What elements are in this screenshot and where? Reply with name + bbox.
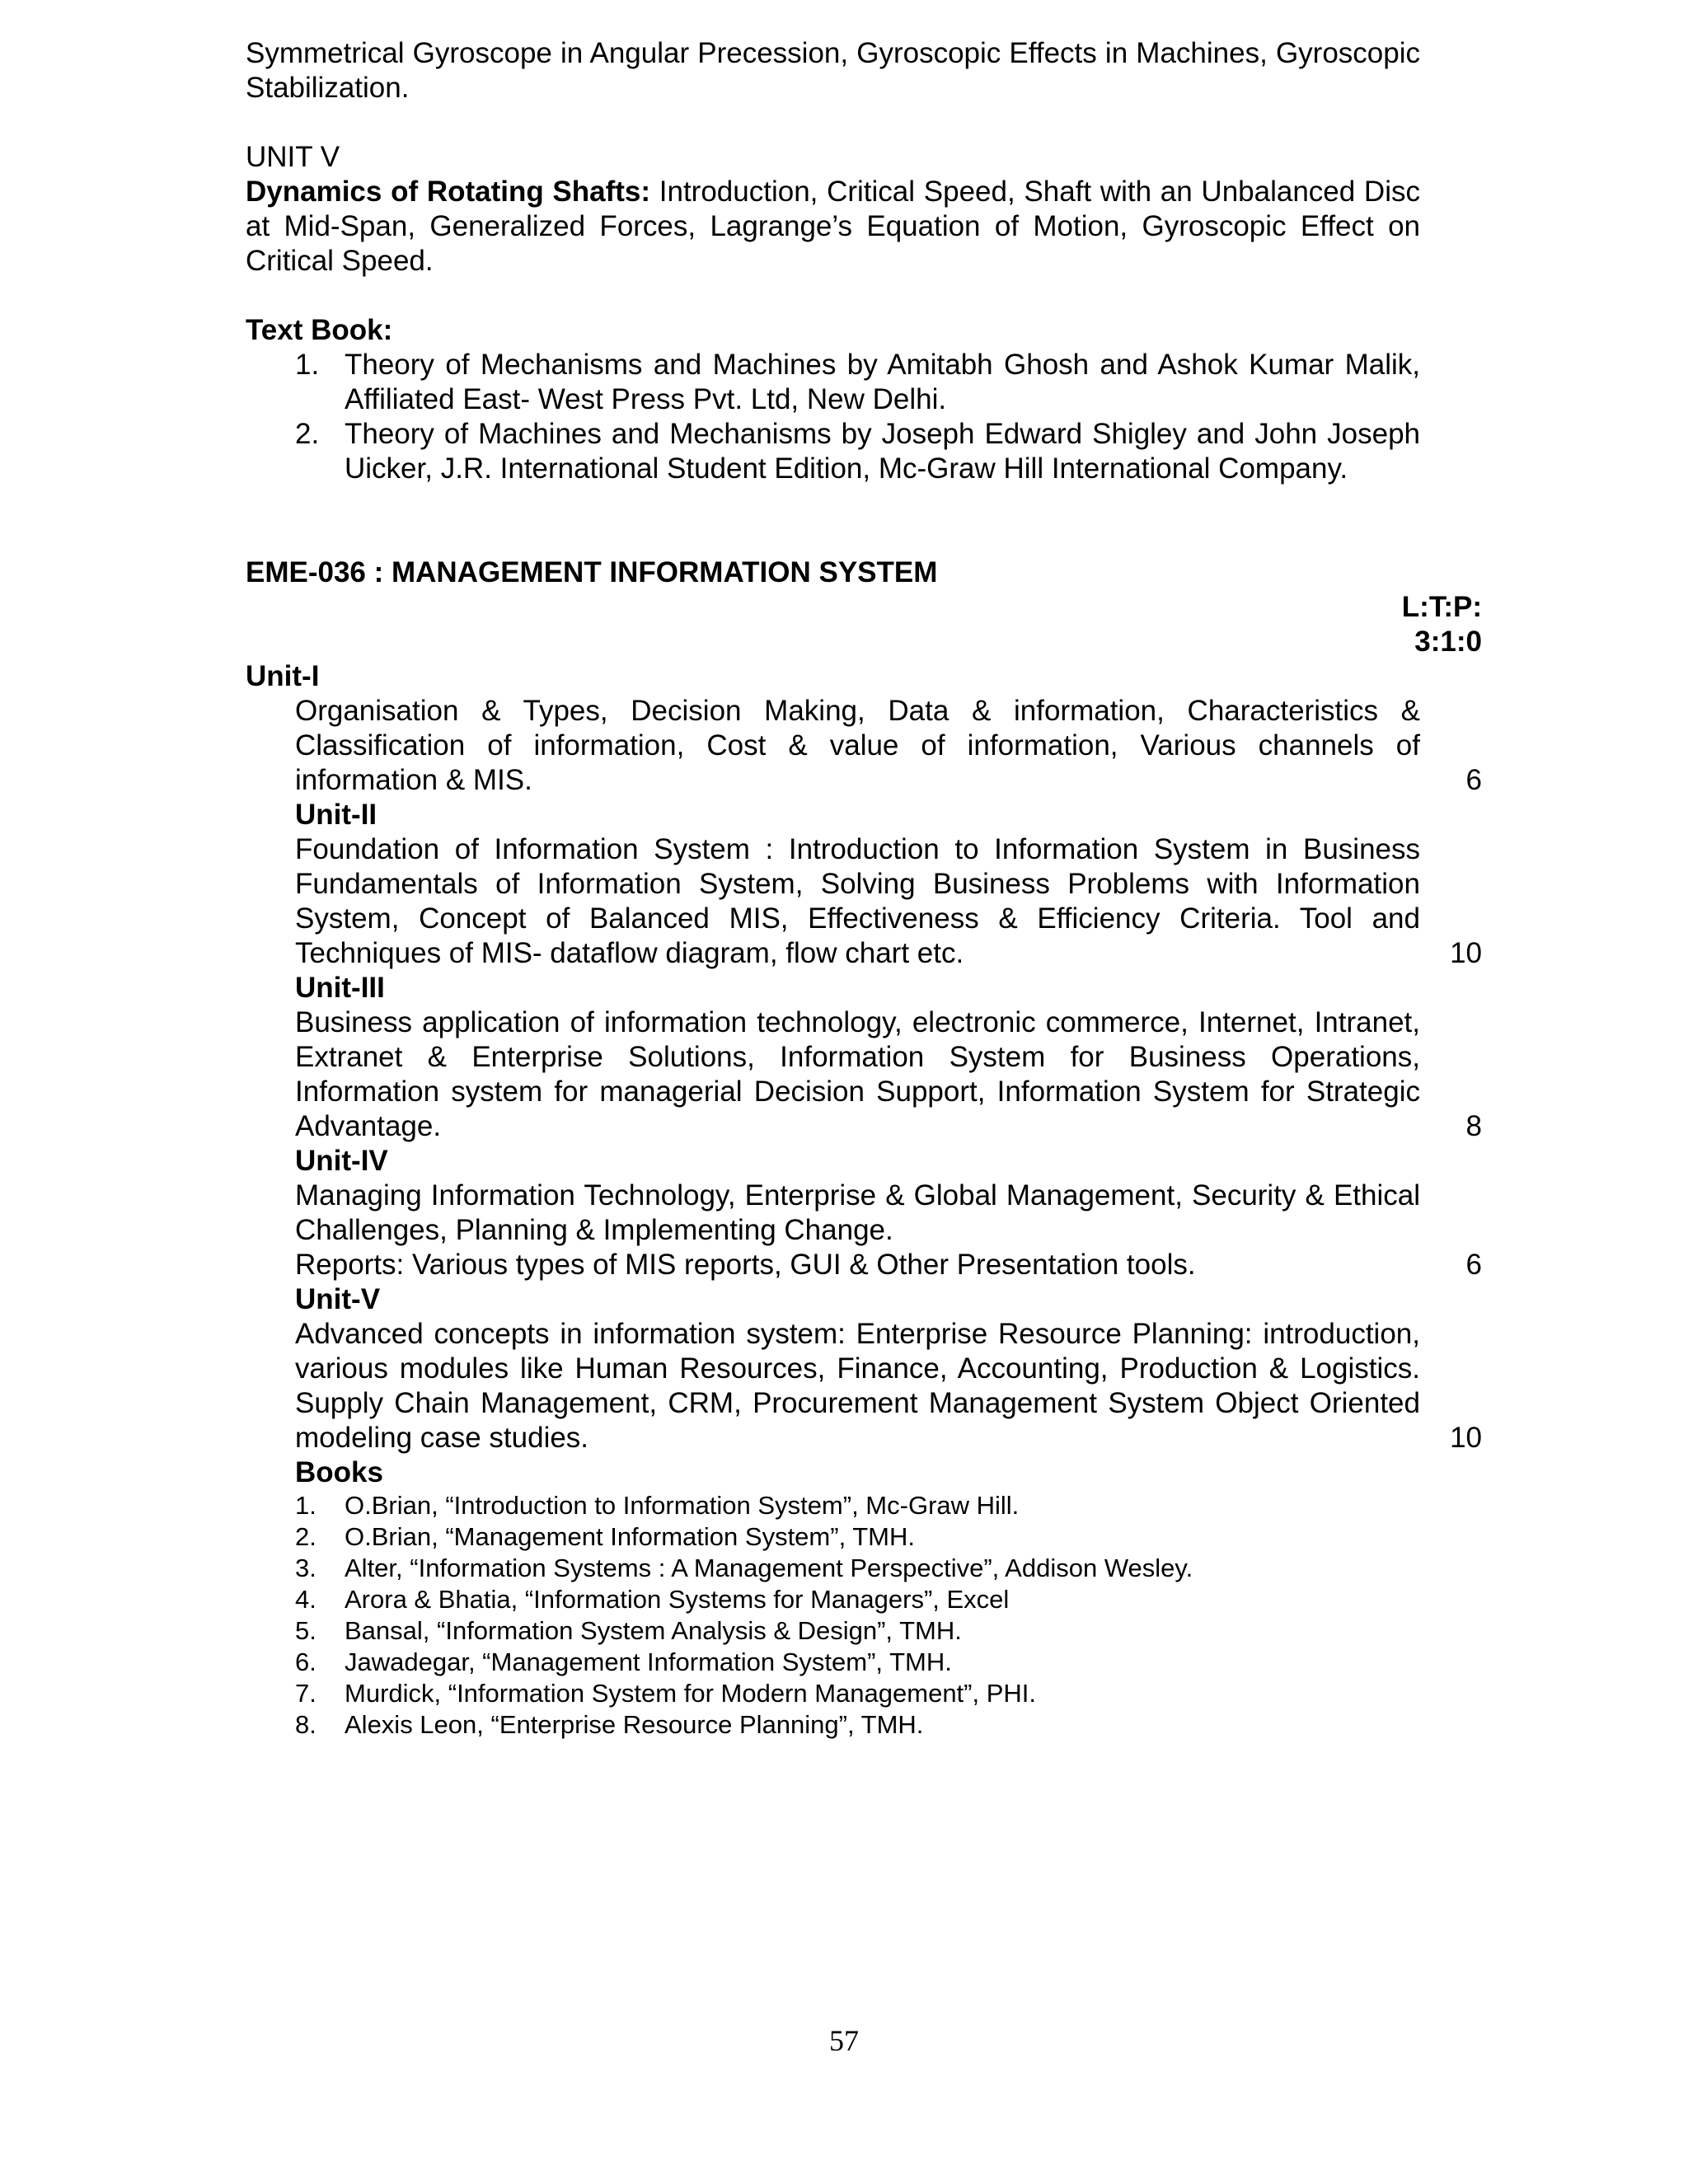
gyroscope-paragraph: Symmetrical Gyroscope in Angular Precession, Gyroscopic Effects in Machines, Gyroscopic Stabilization. bbox=[246, 37, 1420, 104]
unit-3-hours: 8 bbox=[1465, 1110, 1482, 1142]
textbook-heading: Text Book: bbox=[246, 314, 393, 346]
book-number: 4. bbox=[295, 1585, 316, 1614]
textbook-text: Theory of Mechanisms and Machines by Amitabh Ghosh and Ashok Kumar Malik, Affiliated East- West Press Pvt. Ltd, New Delhi. bbox=[345, 349, 1420, 415]
unit-5-text: Advanced concepts in information system: Enterprise Resource Planning: introduction, various modules like Human Resources, Finance, Accounting, Production & Logistics. Supply Chain Management, CRM, Procurement Management System Object Oriented modeling case studies. bbox=[295, 1318, 1420, 1454]
book-text: O.Brian, “Management Information System”, TMH. bbox=[345, 1522, 915, 1551]
page-number: 57 bbox=[829, 2024, 859, 2057]
unit-1-heading: Unit-I bbox=[246, 660, 320, 692]
book-item bbox=[295, 1553, 1482, 1584]
books-heading: Books bbox=[295, 1456, 383, 1488]
unit-4-reports-text: Reports: Various types of MIS reports, GUI & Other Presentation tools. bbox=[295, 1249, 1196, 1281]
textbook-item bbox=[246, 417, 1420, 486]
unit-3-row bbox=[295, 1005, 1482, 1144]
course-title: EME-036 : MANAGEMENT INFORMATION SYSTEM bbox=[246, 556, 938, 588]
book-item bbox=[295, 1678, 1482, 1709]
unit-2-heading: Unit-II bbox=[295, 799, 377, 831]
textbook-item bbox=[246, 348, 1420, 417]
textbook-text: Theory of Machines and Mechanisms by Joseph Edward Shigley and John Joseph Uicker, J.R. International Student Edition, Mc-Graw Hill International Company. bbox=[345, 418, 1420, 485]
textbook-number: 1. bbox=[295, 349, 320, 381]
book-item bbox=[295, 1709, 1482, 1741]
unit-1-row bbox=[295, 694, 1482, 798]
unit-5-heading: Unit-V bbox=[295, 1283, 381, 1315]
book-number: 1. bbox=[295, 1491, 316, 1520]
textbook-number: 2. bbox=[295, 418, 320, 450]
books-list bbox=[295, 1490, 1482, 1741]
textbook-list bbox=[246, 348, 1482, 486]
book-text: Arora & Bhatia, “Information Systems for Managers”, Excel bbox=[345, 1585, 1010, 1614]
book-number: 6. bbox=[295, 1647, 316, 1676]
book-item bbox=[295, 1490, 1482, 1521]
book-number: 8. bbox=[295, 1710, 316, 1739]
unit-3-text: Business application of information technology, electronic commerce, Internet, Intranet, Extranet & Enterprise Solutions, Information System for Business Operations, Information system for managerial Decision Support, Information System for Strategic Advantage. bbox=[295, 1006, 1420, 1142]
unit-2-row bbox=[295, 832, 1482, 971]
units-block bbox=[246, 694, 1482, 1741]
book-text: Jawadegar, “Management Information System”, TMH. bbox=[345, 1647, 952, 1676]
book-item bbox=[295, 1521, 1482, 1553]
ltp-value: 3:1:0 bbox=[1414, 626, 1482, 658]
book-item bbox=[295, 1647, 1482, 1678]
unit-4-text: Managing Information Technology, Enterprise & Global Management, Security & Ethical Challenges, Planning & Implementing Change. bbox=[295, 1179, 1420, 1246]
unit-5-row bbox=[295, 1317, 1482, 1455]
document-page bbox=[246, 36, 1482, 1741]
ltp-label: L:T:P: bbox=[1401, 591, 1482, 623]
book-text: Murdick, “Information System for Modern Management”, PHI. bbox=[345, 1679, 1037, 1708]
book-number: 2. bbox=[295, 1522, 316, 1551]
unit-3-heading: Unit-III bbox=[295, 972, 385, 1004]
book-text: Alter, “Information Systems : A Management Perspective”, Addison Wesley. bbox=[345, 1554, 1193, 1582]
book-text: Alexis Leon, “Enterprise Resource Planning”, TMH. bbox=[345, 1710, 924, 1739]
book-text: O.Brian, “Introduction to Information System”, Mc-Graw Hill. bbox=[345, 1491, 1020, 1520]
book-number: 3. bbox=[295, 1554, 316, 1582]
unit-2-hours: 10 bbox=[1450, 937, 1482, 969]
book-text: Bansal, “Information System Analysis & Design”, TMH. bbox=[345, 1616, 962, 1645]
unit-5-hours: 10 bbox=[1450, 1422, 1482, 1454]
unit-4-hours: 6 bbox=[1465, 1249, 1482, 1281]
unit-v-text: Introduction, Critical Speed, Shaft with an Unbalanced Disc at Mid-Span, Generalized Forces, Lagrange’s Equation of Motion, Gyroscopic Effect on Critical Speed. bbox=[246, 176, 1420, 277]
unit-v-label: UNIT V bbox=[246, 141, 340, 173]
unit-2-text: Foundation of Information System : Introduction to Information System in Business Fundamentals of Information System, Solving Business Problems with Information System, Concept of Balanced MIS, Effectiveness & Efficiency Criteria. Tool and Techniques of MIS- dataflow diagram, flow chart etc. bbox=[295, 833, 1420, 969]
book-number: 7. bbox=[295, 1679, 316, 1708]
book-item bbox=[295, 1615, 1482, 1647]
unit-v-topic: Dynamics of Rotating Shafts: bbox=[246, 176, 651, 208]
book-item bbox=[295, 1584, 1482, 1615]
unit-4-heading: Unit-IV bbox=[295, 1145, 388, 1177]
unit-v-paragraph bbox=[246, 175, 1420, 279]
unit-4-row bbox=[295, 1179, 1482, 1282]
unit-1-text: Organisation & Types, Decision Making, Data & information, Characteristics & Classification of information, Cost & value of information, Various channels of information & MIS. bbox=[295, 695, 1420, 796]
book-number: 5. bbox=[295, 1616, 316, 1645]
unit-1-hours: 6 bbox=[1465, 764, 1482, 796]
